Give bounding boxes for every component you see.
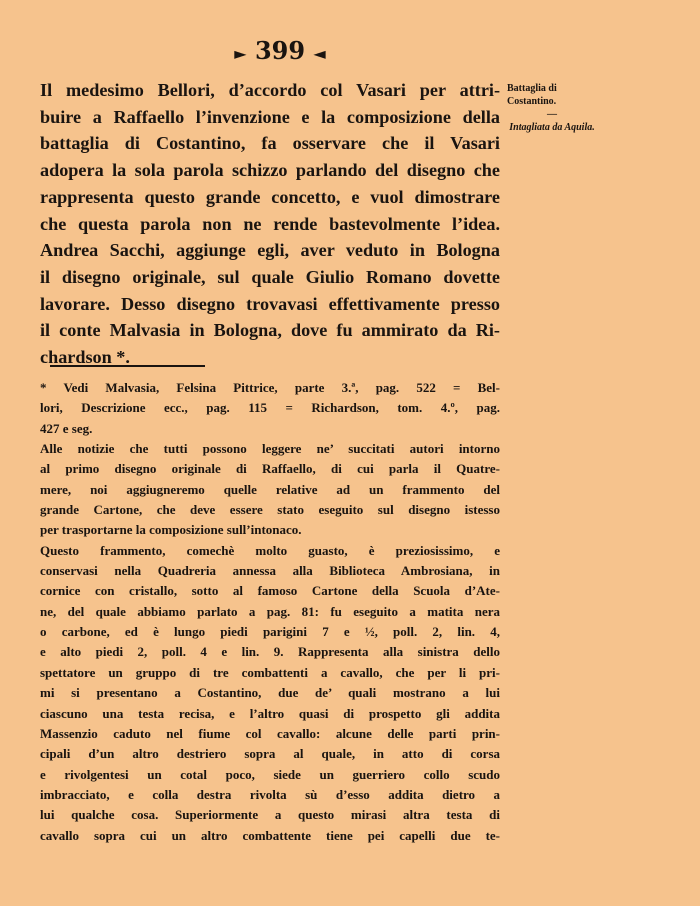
page-number-value: 399 bbox=[254, 36, 306, 65]
footnote-line: Questo frammento, comechè molto guasto, è preziosissimo, e bbox=[40, 542, 500, 558]
footnote-line: grande Cartone, che deve essere stato eseguito sul disegno istesso bbox=[40, 502, 500, 518]
footnote-line: o carbone, ed è lungo piedi parigini 7 e ½, poll. 2, lin. 4, bbox=[40, 624, 500, 640]
footnote-line: mi si presentano a Costantino, due de’ quali mostrano a lui bbox=[40, 685, 500, 701]
footnote-line: 427 e seg. bbox=[40, 420, 93, 436]
main-line: Andrea Sacchi, aggiunge egli, aver veduto in Bologna bbox=[40, 240, 500, 261]
main-line: chardson *. bbox=[40, 347, 130, 368]
ornament-left-icon: ► bbox=[234, 44, 247, 63]
page-number bbox=[0, 36, 560, 65]
footnote-line: cornice con cristallo, sotto al famoso Cartone della Scuola d’Ate- bbox=[40, 583, 500, 599]
footnote-line: cavallo sopra cui un altro combattente tiene pei capelli due te- bbox=[40, 827, 500, 843]
main-line: buire a Raffaello l’invenzione e la composizione della bbox=[40, 106, 500, 127]
main-line: battaglia di Costantino, fa osservare che il Vasari bbox=[40, 133, 500, 154]
main-line: il conte Malvasia in Bologna, dove fu ammirato da Ri- bbox=[40, 320, 500, 341]
margin-note-dash: — bbox=[547, 109, 557, 120]
footnote-line: per trasportarne la composizione sull’intonaco. bbox=[40, 522, 302, 538]
footnote-line: * Vedi Malvasia, Felsina Pittrice, parte 3.ª, pag. 522 = Bel- bbox=[40, 380, 500, 395]
footnote-line: Alle notizie che tutti possono leggere ne’ succitati autori intorno bbox=[40, 441, 500, 457]
footnote-line: e alto piedi 2, poll. 4 e lin. 9. Rappresenta alla sinistra dello bbox=[40, 644, 500, 660]
footnote-line: lori, Descrizione ecc., pag. 115 = Richardson, tom. 4.º, pag. bbox=[40, 400, 500, 416]
main-line: il disegno originale, sul quale Giulio Romano dovette bbox=[40, 266, 500, 287]
footnotes bbox=[40, 378, 500, 846]
main-line: Il medesimo Bellori, d’accordo col Vasari per attri- bbox=[40, 80, 500, 100]
main-text bbox=[40, 77, 500, 371]
footnote-line: cipali d’un altro destriero sopra al quale, in atto di corsa bbox=[40, 746, 500, 762]
footnote-line: lui qualche cosa. Superiormente a questo mirasi altra testa di bbox=[40, 807, 500, 823]
main-line: rappresenta questo grande concetto, e vuol dimostrare bbox=[40, 186, 500, 207]
main-line: che questa parola non ne rende bastevolmente l’idea. bbox=[40, 213, 500, 234]
ornament-right-icon: ◄ bbox=[313, 44, 326, 63]
footnote-line: spettatore un gruppo di tre combattenti a cavallo, che per li pri- bbox=[40, 664, 500, 680]
footnote-divider bbox=[50, 365, 205, 367]
footnote-line: conservasi nella Quadreria annessa alla Biblioteca Ambrosiana, in bbox=[40, 563, 500, 579]
footnote-line: imbracciato, e colla destra rivolta sù d’esso addita dietro a bbox=[40, 786, 500, 802]
main-line: adopera la sola parola schizzo parlando del disegno che bbox=[40, 160, 500, 181]
footnote-line: Massenzio caduto nel fiume col cavallo: alcune delle parti prin- bbox=[40, 725, 500, 741]
footnote-line: e rivolgentesi un cotal poco, siede un guerriero collo scudo bbox=[40, 766, 500, 782]
footnote-line: ciascuno una testa recisa, e l’altro quasi di prospetto gli addita bbox=[40, 705, 500, 721]
footnote-line: mere, noi aggiugneremo quelle relative ad un frammento del bbox=[40, 481, 500, 497]
footnote-line: ne, del quale abbiamo parlato a pag. 81: fu eseguito a matita nera bbox=[40, 603, 500, 619]
footnote-line: al primo disegno originale di Raffaello, di cui parla il Quatre- bbox=[40, 461, 500, 477]
margin-note-battaglia: Battaglia di Costantino. bbox=[507, 83, 557, 107]
margin-notes bbox=[507, 82, 597, 134]
main-line: lavorare. Desso disegno trovavasi effettivamente presso bbox=[40, 293, 500, 314]
margin-note-intagliata: Intagliata da Aquila. bbox=[509, 122, 595, 133]
